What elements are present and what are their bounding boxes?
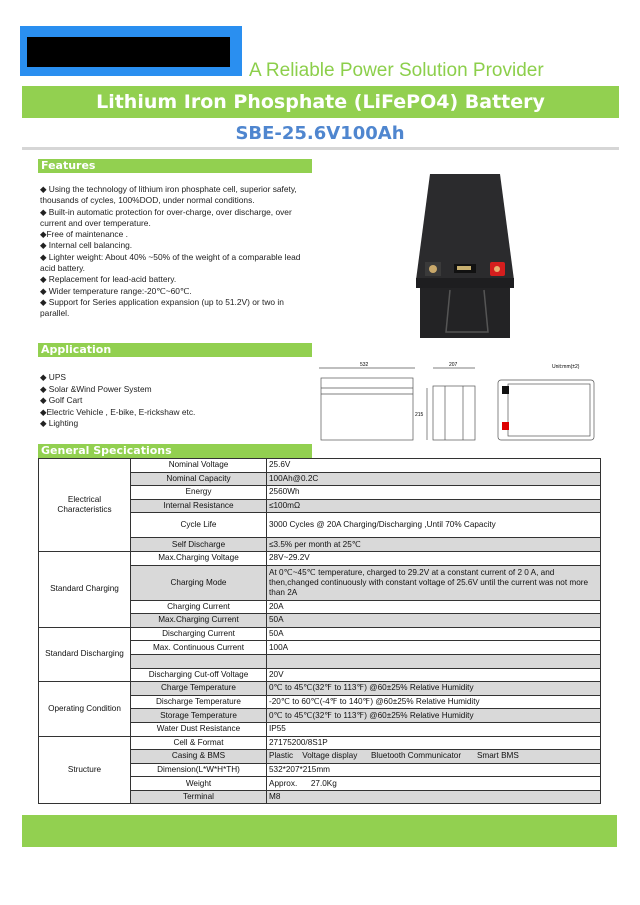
spec-param: Self Discharge bbox=[131, 538, 267, 552]
spec-row bbox=[39, 682, 601, 696]
spec-value bbox=[267, 654, 601, 668]
spec-value: M8 bbox=[267, 790, 601, 804]
spec-param: Max.Charging Voltage bbox=[131, 551, 267, 565]
spec-value: 50A bbox=[267, 614, 601, 628]
spec-row bbox=[39, 459, 601, 473]
feature-item: ◆ Internal cell balancing. bbox=[40, 240, 133, 251]
spec-param: Water Dust Resistance bbox=[131, 722, 267, 736]
application-list bbox=[40, 372, 312, 430]
height-label: 215 bbox=[415, 412, 424, 418]
spec-param bbox=[131, 654, 267, 668]
spec-param: Discharging Current bbox=[131, 627, 267, 641]
spec-value: 20A bbox=[267, 600, 601, 614]
features-list bbox=[40, 184, 312, 320]
spec-group-label: Electrical Characteristics bbox=[39, 459, 131, 552]
spec-param: Max. Continuous Current bbox=[131, 641, 267, 655]
spec-value: 100A bbox=[267, 641, 601, 655]
spec-row bbox=[39, 736, 601, 750]
spec-param: Casing & BMS bbox=[131, 750, 267, 764]
spec-value: At 0℃~45℃ temperature, charged to 29.2V at a constant current of 2 0 A, and then,changed continuously with constant voltage of 25.6V until the current was not more than 2A bbox=[267, 565, 601, 600]
spec-param: Energy bbox=[131, 486, 267, 500]
model-number: SBE-25.6V100Ah bbox=[235, 123, 405, 144]
feature-item: ◆ Support for Series application expansion (up to 51.2V) or two in parallel. bbox=[40, 296, 284, 319]
spec-param: Dimension(L*W*H*TH) bbox=[131, 763, 267, 777]
spec-param: Internal Resistance bbox=[131, 499, 267, 513]
spec-value: Approx. 27.0Kg bbox=[267, 777, 601, 791]
dimension-drawing bbox=[315, 358, 605, 444]
spec-value: 2560Wh bbox=[267, 486, 601, 500]
feature-item: ◆ Using the technology of lithium iron phosphate cell, superior safety, thousands of cycles, 100%DOD, under normal conditions. bbox=[40, 184, 297, 206]
application-item: ◆Electric Vehicle , E-bike, E-rickshaw etc. bbox=[40, 406, 196, 417]
spec-group-label: Standard Charging bbox=[39, 551, 131, 627]
spec-value: ≤100mΩ bbox=[267, 499, 601, 513]
feature-item: ◆ Wider temperature range:-20℃~60℃. bbox=[40, 285, 192, 296]
unit-label: Unit:mm(±2) bbox=[552, 364, 580, 370]
spec-row bbox=[39, 551, 601, 565]
spec-param: Terminal bbox=[131, 790, 267, 804]
spec-value: 532*207*215mm bbox=[267, 763, 601, 777]
spec-group-label: Structure bbox=[39, 736, 131, 804]
spec-value: 27175200/8S1P bbox=[267, 736, 601, 750]
feature-item: ◆ Replacement for lead-acid battery. bbox=[40, 274, 177, 285]
spec-param: Max.Charging Current bbox=[131, 614, 267, 628]
feature-item: ◆ Lighter weight: About 40% ~50% of the weight of a comparable lead acid battery. bbox=[40, 251, 301, 274]
application-heading: Application bbox=[38, 343, 312, 357]
spec-param: Weight bbox=[131, 777, 267, 791]
spec-value: 28V~29.2V bbox=[267, 551, 601, 565]
spec-group-label: Operating Condition bbox=[39, 682, 131, 736]
spec-value: -20℃ to 60℃(-4℉ to 140℉) @60±25% Relative Humidity bbox=[267, 695, 601, 709]
spec-param: Charging Current bbox=[131, 600, 267, 614]
spec-value: ≤3.5% per month at 25℃ bbox=[267, 538, 601, 552]
spec-param: Discharging Cut-off Voltage bbox=[131, 668, 267, 682]
footer-bar bbox=[22, 815, 617, 847]
spec-param: Charge Temperature bbox=[131, 682, 267, 696]
application-item: ◆ Golf Cart bbox=[40, 395, 83, 406]
spec-value: 3000 Cycles @ 20A Charging/Discharging ,Until 70% Capacity bbox=[267, 513, 601, 538]
product-title: Lithium Iron Phosphate (LiFePO4) Battery bbox=[22, 86, 619, 118]
spec-param: Discharge Temperature bbox=[131, 695, 267, 709]
application-item: ◆ Lighting bbox=[40, 418, 79, 429]
spec-param: Cycle Life bbox=[131, 513, 267, 538]
application-item: ◆ Solar &Wind Power System bbox=[40, 383, 152, 394]
feature-item: ◆Free of maintenance . bbox=[40, 229, 128, 240]
spec-value: 0℃ to 45℃(32℉ to 113℉) @60±25% Relative Humidity bbox=[267, 709, 601, 723]
feature-item: ◆ Built-in automatic protection for over-charge, over discharge, over current and over temperature. bbox=[40, 206, 292, 228]
spec-value: 100Ah@0.2C bbox=[267, 472, 601, 486]
spec-value: 20V bbox=[267, 668, 601, 682]
spec-param: Nominal Voltage bbox=[131, 459, 267, 473]
spec-table bbox=[38, 458, 601, 804]
spec-param: Nominal Capacity bbox=[131, 472, 267, 486]
spec-value: 0℃ to 45℃(32℉ to 113℉) @60±25% Relative Humidity bbox=[267, 682, 601, 696]
length-label: 532 bbox=[360, 362, 369, 368]
battery-photo bbox=[410, 172, 520, 340]
spec-row bbox=[39, 627, 601, 641]
tagline: A Reliable Power Solution Provider bbox=[249, 60, 544, 81]
spec-param: Storage Temperature bbox=[131, 709, 267, 723]
spec-param: Cell & Format bbox=[131, 736, 267, 750]
divider bbox=[22, 147, 619, 150]
width-label: 207 bbox=[449, 362, 458, 368]
spec-value: 25.6V bbox=[267, 459, 601, 473]
spec-value: IP55 bbox=[267, 722, 601, 736]
features-heading: Features bbox=[38, 159, 312, 173]
application-item: ◆ UPS bbox=[40, 372, 66, 382]
spec-group-label: Standard Discharging bbox=[39, 627, 131, 681]
company-logo bbox=[20, 26, 242, 76]
spec-param: Charging Mode bbox=[131, 565, 267, 600]
specs-heading: General Specications bbox=[38, 444, 312, 458]
spec-value: 50A bbox=[267, 627, 601, 641]
spec-value: Plastic Voltage display Bluetooth Communicator Smart BMS bbox=[267, 750, 601, 764]
